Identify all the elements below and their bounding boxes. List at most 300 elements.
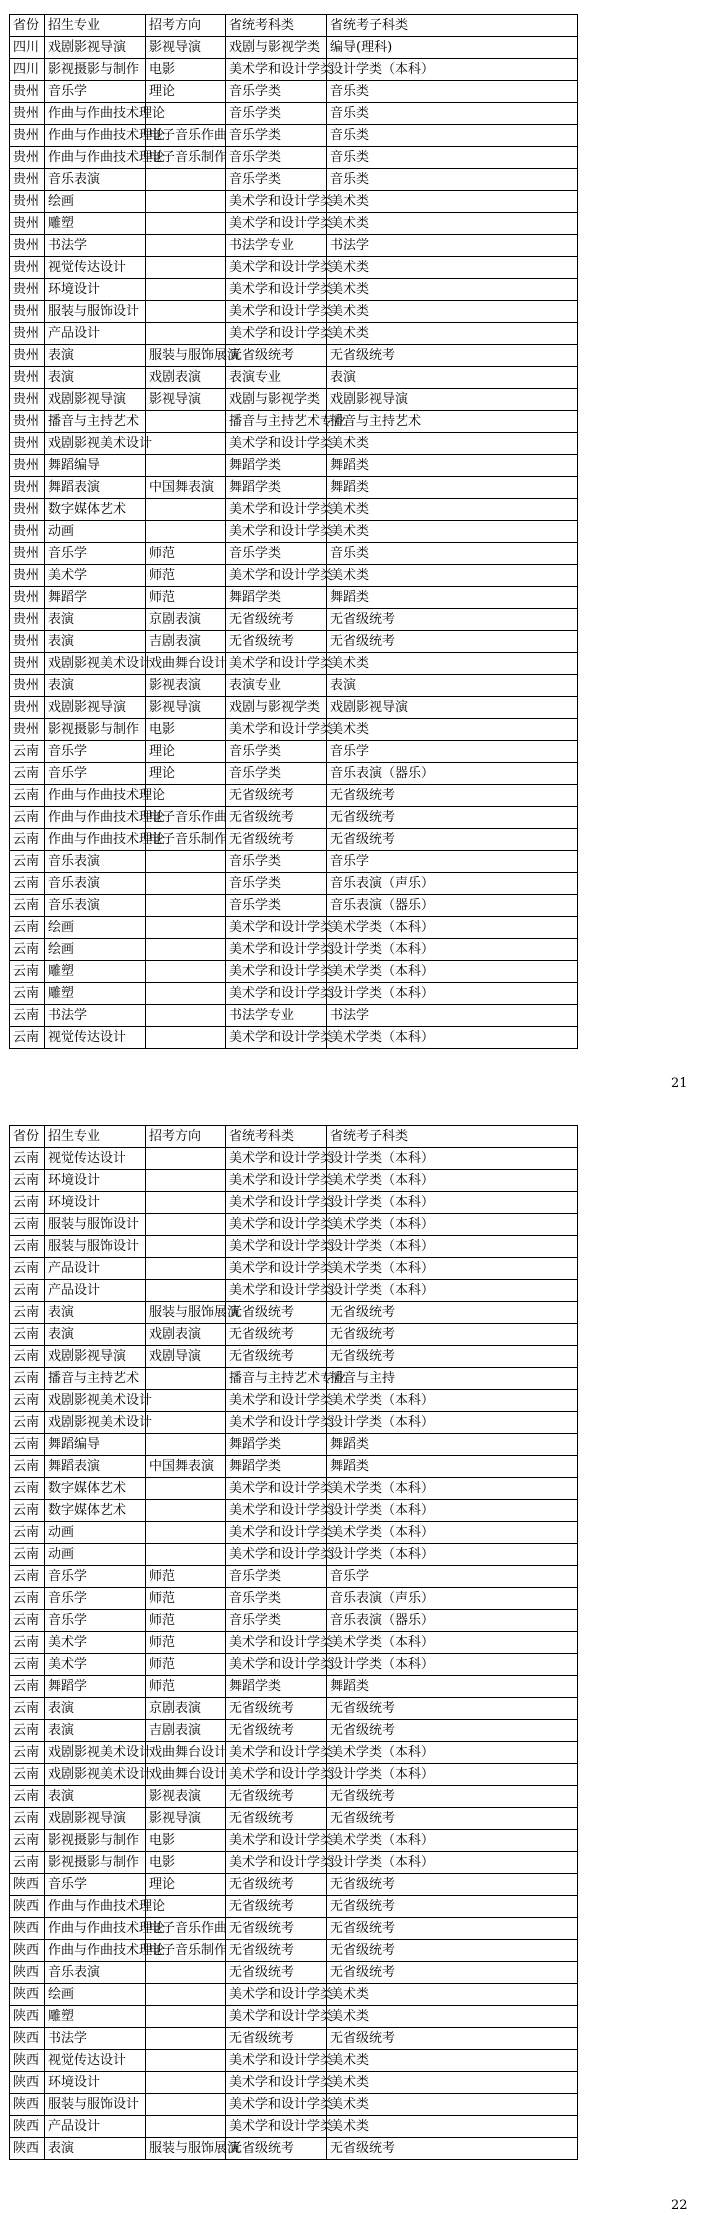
major-cell: 戏剧影视导演 <box>45 37 146 59</box>
direction-cell <box>146 521 226 543</box>
direction-cell: 影视导演 <box>146 389 226 411</box>
table-row <box>10 1566 578 1588</box>
major-cell: 视觉传达设计 <box>45 1148 146 1170</box>
exam-category-cell: 戏剧与影视学类 <box>226 37 327 59</box>
direction-cell <box>146 2028 226 2050</box>
province-cell: 云南 <box>10 1610 45 1632</box>
exam-subcategory-cell: 美术类 <box>327 499 578 521</box>
direction-cell: 服装与服饰展演 <box>146 345 226 367</box>
province-cell: 贵州 <box>10 345 45 367</box>
table-row <box>10 37 578 59</box>
exam-subcategory-cell: 无省级统考 <box>327 631 578 653</box>
exam-subcategory-cell: 美术类 <box>327 565 578 587</box>
exam-subcategory-cell: 美术学类（本科） <box>327 1390 578 1412</box>
exam-category-cell: 无省级统考 <box>226 1962 327 1984</box>
exam-category-cell: 无省级统考 <box>226 345 327 367</box>
table-row <box>10 169 578 191</box>
major-cell: 表演 <box>45 1302 146 1324</box>
exam-category-cell: 美术学和设计学类 <box>226 1852 327 1874</box>
table-row <box>10 1346 578 1368</box>
province-cell: 云南 <box>10 939 45 961</box>
table-row <box>10 917 578 939</box>
major-cell: 雕塑 <box>45 961 146 983</box>
table-row <box>10 411 578 433</box>
table-row <box>10 631 578 653</box>
province-cell: 云南 <box>10 1368 45 1390</box>
direction-cell <box>146 917 226 939</box>
direction-cell <box>146 1170 226 1192</box>
major-cell: 视觉传达设计 <box>45 1027 146 1049</box>
province-cell: 云南 <box>10 1698 45 1720</box>
table-row <box>10 323 578 345</box>
header-direction: 招考方向 <box>146 1126 226 1148</box>
direction-cell <box>146 301 226 323</box>
exam-subcategory-cell: 美术类 <box>327 257 578 279</box>
direction-cell <box>146 983 226 1005</box>
province-cell: 云南 <box>10 1192 45 1214</box>
exam-category-cell: 美术学和设计学类 <box>226 2116 327 2138</box>
exam-category-cell: 美术学和设计学类 <box>226 653 327 675</box>
province-cell: 云南 <box>10 1654 45 1676</box>
exam-subcategory-cell: 音乐学 <box>327 851 578 873</box>
province-cell: 四川 <box>10 59 45 81</box>
direction-cell: 影视导演 <box>146 1808 226 1830</box>
exam-category-cell: 美术学和设计学类 <box>226 1027 327 1049</box>
exam-category-cell: 美术学和设计学类 <box>226 279 327 301</box>
exam-category-cell: 舞蹈学类 <box>226 1676 327 1698</box>
table-row <box>10 675 578 697</box>
province-cell: 云南 <box>10 1500 45 1522</box>
direction-cell: 师范 <box>146 587 226 609</box>
exam-subcategory-cell: 舞蹈类 <box>327 1434 578 1456</box>
province-cell: 云南 <box>10 961 45 983</box>
table-row <box>10 1676 578 1698</box>
table-row <box>10 1720 578 1742</box>
province-cell: 四川 <box>10 37 45 59</box>
exam-category-cell: 音乐学类 <box>226 169 327 191</box>
major-cell: 书法学 <box>45 2028 146 2050</box>
exam-category-cell: 美术学和设计学类 <box>226 1478 327 1500</box>
province-cell: 贵州 <box>10 411 45 433</box>
major-cell: 音乐学 <box>45 1588 146 1610</box>
direction-cell: 戏剧表演 <box>146 1324 226 1346</box>
exam-category-cell: 美术学和设计学类 <box>226 257 327 279</box>
table-row <box>10 1192 578 1214</box>
table-row <box>10 785 578 807</box>
exam-subcategory-cell: 设计学类（本科） <box>327 1852 578 1874</box>
major-cell: 戏剧影视美术设计 <box>45 1390 146 1412</box>
exam-category-cell: 美术学和设计学类 <box>226 1214 327 1236</box>
table-row <box>10 1412 578 1434</box>
exam-subcategory-cell: 美术类 <box>327 521 578 543</box>
exam-subcategory-cell: 美术类 <box>327 2116 578 2138</box>
major-cell: 舞蹈学 <box>45 1676 146 1698</box>
exam-subcategory-cell: 无省级统考 <box>327 2028 578 2050</box>
direction-cell: 戏曲舞台设计 <box>146 1764 226 1786</box>
province-cell: 陕西 <box>10 2028 45 2050</box>
direction-cell: 电子音乐作曲 <box>146 807 226 829</box>
exam-category-cell: 无省级统考 <box>226 807 327 829</box>
exam-category-cell: 无省级统考 <box>226 631 327 653</box>
exam-subcategory-cell: 设计学类（本科） <box>327 1500 578 1522</box>
exam-category-cell: 音乐学类 <box>226 147 327 169</box>
exam-category-cell: 音乐学类 <box>226 873 327 895</box>
exam-category-cell: 美术学和设计学类 <box>226 917 327 939</box>
exam-subcategory-cell: 美术学类（本科） <box>327 1632 578 1654</box>
table-row <box>10 1236 578 1258</box>
major-cell: 作曲与作曲技术理论 <box>45 125 146 147</box>
province-cell: 云南 <box>10 741 45 763</box>
major-cell: 音乐学 <box>45 1610 146 1632</box>
major-cell: 雕塑 <box>45 213 146 235</box>
exam-category-cell: 音乐学类 <box>226 1610 327 1632</box>
table-row <box>10 1302 578 1324</box>
province-cell: 陕西 <box>10 1896 45 1918</box>
province-cell: 云南 <box>10 829 45 851</box>
table-row <box>10 543 578 565</box>
province-cell: 贵州 <box>10 587 45 609</box>
major-cell: 影视摄影与制作 <box>45 719 146 741</box>
province-cell: 贵州 <box>10 213 45 235</box>
province-cell: 陕西 <box>10 2138 45 2160</box>
major-cell: 作曲与作曲技术理论 <box>45 829 146 851</box>
exam-subcategory-cell: 美术类 <box>327 653 578 675</box>
table-row <box>10 521 578 543</box>
direction-cell: 戏曲舞台设计 <box>146 1742 226 1764</box>
exam-category-cell: 无省级统考 <box>226 1720 327 1742</box>
major-cell: 播音与主持艺术 <box>45 1368 146 1390</box>
exam-subcategory-cell: 设计学类（本科） <box>327 939 578 961</box>
exam-subcategory-cell: 舞蹈类 <box>327 587 578 609</box>
exam-subcategory-cell: 音乐表演（器乐） <box>327 763 578 785</box>
exam-subcategory-cell: 美术类 <box>327 213 578 235</box>
exam-category-cell: 美术学和设计学类 <box>226 1742 327 1764</box>
province-cell: 云南 <box>10 1027 45 1049</box>
table-row <box>10 1742 578 1764</box>
major-cell: 戏剧影视导演 <box>45 1808 146 1830</box>
direction-cell <box>146 191 226 213</box>
major-cell: 音乐学 <box>45 763 146 785</box>
exam-category-cell: 美术学和设计学类 <box>226 1984 327 2006</box>
province-cell: 云南 <box>10 1764 45 1786</box>
exam-category-cell: 美术学和设计学类 <box>226 213 327 235</box>
exam-subcategory-cell: 美术学类（本科） <box>327 1258 578 1280</box>
table-row <box>10 1874 578 1896</box>
exam-subcategory-cell: 音乐类 <box>327 125 578 147</box>
major-cell: 表演 <box>45 2138 146 2160</box>
direction-cell: 电子音乐制作 <box>146 829 226 851</box>
major-cell: 绘画 <box>45 917 146 939</box>
exam-subcategory-cell: 音乐类 <box>327 147 578 169</box>
table-row <box>10 2050 578 2072</box>
exam-subcategory-cell: 美术类 <box>327 191 578 213</box>
exam-subcategory-cell: 音乐类 <box>327 169 578 191</box>
table-row <box>10 235 578 257</box>
province-cell: 云南 <box>10 1676 45 1698</box>
exam-subcategory-cell: 美术学类（本科） <box>327 1742 578 1764</box>
exam-subcategory-cell: 戏剧影视导演 <box>327 697 578 719</box>
exam-category-cell: 音乐学类 <box>226 125 327 147</box>
table-row <box>10 1214 578 1236</box>
exam-subcategory-cell: 美术类 <box>327 279 578 301</box>
exam-category-cell: 戏剧与影视学类 <box>226 389 327 411</box>
exam-category-cell: 美术学和设计学类 <box>226 1500 327 1522</box>
province-cell: 云南 <box>10 1808 45 1830</box>
exam-category-cell: 表演专业 <box>226 367 327 389</box>
province-cell: 云南 <box>10 1566 45 1588</box>
major-cell: 服装与服饰设计 <box>45 1214 146 1236</box>
direction-cell: 师范 <box>146 1588 226 1610</box>
exam-category-cell: 美术学和设计学类 <box>226 301 327 323</box>
exam-subcategory-cell: 无省级统考 <box>327 1720 578 1742</box>
table-row <box>10 2006 578 2028</box>
province-cell: 云南 <box>10 1434 45 1456</box>
province-cell: 云南 <box>10 763 45 785</box>
exam-subcategory-cell: 美术类 <box>327 2094 578 2116</box>
exam-subcategory-cell: 设计学类（本科） <box>327 1236 578 1258</box>
province-cell: 贵州 <box>10 235 45 257</box>
table-row <box>10 895 578 917</box>
exam-category-cell: 美术学和设计学类 <box>226 939 327 961</box>
exam-category-cell: 美术学和设计学类 <box>226 983 327 1005</box>
province-cell: 贵州 <box>10 279 45 301</box>
province-cell: 贵州 <box>10 653 45 675</box>
table-row <box>10 1500 578 1522</box>
exam-category-cell: 音乐学类 <box>226 763 327 785</box>
table-row <box>10 1522 578 1544</box>
exam-subcategory-cell: 无省级统考 <box>327 1874 578 1896</box>
province-cell: 云南 <box>10 1830 45 1852</box>
exam-subcategory-cell: 无省级统考 <box>327 807 578 829</box>
direction-cell: 电子音乐制作 <box>146 1940 226 1962</box>
direction-cell: 理论 <box>146 81 226 103</box>
province-cell: 云南 <box>10 1005 45 1027</box>
major-cell: 音乐学 <box>45 543 146 565</box>
exam-category-cell: 美术学和设计学类 <box>226 961 327 983</box>
table-row <box>10 1148 578 1170</box>
table-row <box>10 2116 578 2138</box>
major-cell: 绘画 <box>45 191 146 213</box>
major-cell: 表演 <box>45 1720 146 1742</box>
exam-subcategory-cell: 表演 <box>327 367 578 389</box>
province-cell: 陕西 <box>10 1918 45 1940</box>
major-cell: 产品设计 <box>45 1280 146 1302</box>
exam-category-cell: 美术学和设计学类 <box>226 565 327 587</box>
direction-cell <box>146 257 226 279</box>
major-cell: 作曲与作曲技术理论 <box>45 1940 146 1962</box>
admissions-table-page-21 <box>9 14 578 1049</box>
table-row <box>10 1654 578 1676</box>
exam-subcategory-cell: 音乐表演（声乐） <box>327 873 578 895</box>
direction-cell <box>146 169 226 191</box>
exam-subcategory-cell: 音乐表演（器乐） <box>327 1610 578 1632</box>
exam-category-cell: 美术学和设计学类 <box>226 1258 327 1280</box>
direction-cell: 师范 <box>146 1610 226 1632</box>
province-cell: 云南 <box>10 1148 45 1170</box>
direction-cell: 电影 <box>146 1830 226 1852</box>
exam-category-cell: 无省级统考 <box>226 609 327 631</box>
province-cell: 云南 <box>10 785 45 807</box>
table-row <box>10 1764 578 1786</box>
exam-category-cell: 美术学和设计学类 <box>226 1390 327 1412</box>
direction-cell: 电子音乐作曲 <box>146 125 226 147</box>
exam-category-cell: 播音与主持艺术专业 <box>226 1368 327 1390</box>
major-cell: 戏剧影视导演 <box>45 1346 146 1368</box>
major-cell: 表演 <box>45 367 146 389</box>
exam-subcategory-cell: 无省级统考 <box>327 1940 578 1962</box>
exam-subcategory-cell: 播音与主持艺术 <box>327 411 578 433</box>
table-row <box>10 587 578 609</box>
table-row <box>10 279 578 301</box>
direction-cell: 师范 <box>146 1566 226 1588</box>
exam-subcategory-cell: 无省级统考 <box>327 1918 578 1940</box>
major-cell: 戏剧影视美术设计 <box>45 433 146 455</box>
exam-category-cell: 舞蹈学类 <box>226 455 327 477</box>
direction-cell: 师范 <box>146 1654 226 1676</box>
province-cell: 云南 <box>10 1632 45 1654</box>
exam-subcategory-cell: 设计学类（本科） <box>327 1654 578 1676</box>
direction-cell: 戏剧表演 <box>146 367 226 389</box>
exam-category-cell: 美术学和设计学类 <box>226 1764 327 1786</box>
exam-category-cell: 无省级统考 <box>226 1808 327 1830</box>
province-cell: 贵州 <box>10 565 45 587</box>
table-header-row <box>10 1126 578 1148</box>
province-cell: 贵州 <box>10 301 45 323</box>
direction-cell: 中国舞表演 <box>146 1456 226 1478</box>
exam-category-cell: 音乐学类 <box>226 1566 327 1588</box>
direction-cell: 吉剧表演 <box>146 631 226 653</box>
province-cell: 贵州 <box>10 719 45 741</box>
major-cell: 表演 <box>45 631 146 653</box>
major-cell: 音乐表演 <box>45 851 146 873</box>
exam-category-cell: 美术学和设计学类 <box>226 499 327 521</box>
exam-category-cell: 音乐学类 <box>226 543 327 565</box>
province-cell: 云南 <box>10 1478 45 1500</box>
page-number: 22 <box>671 2198 688 2213</box>
exam-category-cell: 美术学和设计学类 <box>226 2050 327 2072</box>
major-cell: 舞蹈表演 <box>45 1456 146 1478</box>
major-cell: 服装与服饰设计 <box>45 1236 146 1258</box>
exam-category-cell: 美术学和设计学类 <box>226 59 327 81</box>
table-row <box>10 1962 578 1984</box>
table-row <box>10 1280 578 1302</box>
exam-category-cell: 播音与主持艺术专业 <box>226 411 327 433</box>
province-cell: 陕西 <box>10 1874 45 1896</box>
direction-cell <box>146 1500 226 1522</box>
exam-subcategory-cell: 无省级统考 <box>327 1896 578 1918</box>
table-row <box>10 851 578 873</box>
exam-category-cell: 美术学和设计学类 <box>226 1236 327 1258</box>
table-row <box>10 1852 578 1874</box>
major-cell: 作曲与作曲技术理论 <box>45 1918 146 1940</box>
table-row <box>10 367 578 389</box>
exam-category-cell: 舞蹈学类 <box>226 477 327 499</box>
direction-cell <box>146 2072 226 2094</box>
major-cell: 表演 <box>45 675 146 697</box>
direction-cell <box>146 2094 226 2116</box>
exam-category-cell: 美术学和设计学类 <box>226 433 327 455</box>
major-cell: 影视摄影与制作 <box>45 1852 146 1874</box>
major-cell: 戏剧影视美术设计 <box>45 1412 146 1434</box>
exam-category-cell: 音乐学类 <box>226 81 327 103</box>
exam-category-cell: 美术学和设计学类 <box>226 521 327 543</box>
direction-cell: 京剧表演 <box>146 1698 226 1720</box>
exam-category-cell: 无省级统考 <box>226 1874 327 1896</box>
major-cell: 表演 <box>45 1324 146 1346</box>
direction-cell <box>146 1544 226 1566</box>
province-cell: 云南 <box>10 1588 45 1610</box>
exam-category-cell: 无省级统考 <box>226 1918 327 1940</box>
direction-cell: 师范 <box>146 1676 226 1698</box>
province-cell: 云南 <box>10 1258 45 1280</box>
exam-category-cell: 美术学和设计学类 <box>226 1192 327 1214</box>
exam-category-cell: 无省级统考 <box>226 1896 327 1918</box>
direction-cell <box>146 2050 226 2072</box>
exam-subcategory-cell: 无省级统考 <box>327 1324 578 1346</box>
direction-cell: 理论 <box>146 1874 226 1896</box>
table-row <box>10 455 578 477</box>
table-row <box>10 697 578 719</box>
table-row <box>10 59 578 81</box>
major-cell: 视觉传达设计 <box>45 257 146 279</box>
province-cell: 贵州 <box>10 675 45 697</box>
major-cell: 戏剧影视美术设计 <box>45 653 146 675</box>
direction-cell: 师范 <box>146 1632 226 1654</box>
direction-cell: 电子音乐制作 <box>146 147 226 169</box>
exam-category-cell: 美术学和设计学类 <box>226 1148 327 1170</box>
exam-category-cell: 无省级统考 <box>226 829 327 851</box>
province-cell: 贵州 <box>10 81 45 103</box>
exam-subcategory-cell: 音乐类 <box>327 543 578 565</box>
table-row <box>10 345 578 367</box>
exam-category-cell: 无省级统考 <box>226 1346 327 1368</box>
province-cell: 贵州 <box>10 477 45 499</box>
table-row <box>10 653 578 675</box>
exam-subcategory-cell: 设计学类（本科） <box>327 1148 578 1170</box>
province-cell: 云南 <box>10 1236 45 1258</box>
table-row <box>10 873 578 895</box>
major-cell: 音乐学 <box>45 1566 146 1588</box>
exam-subcategory-cell: 美术学类（本科） <box>327 1522 578 1544</box>
exam-subcategory-cell: 设计学类（本科） <box>327 1192 578 1214</box>
exam-category-cell: 美术学和设计学类 <box>226 2094 327 2116</box>
exam-category-cell: 舞蹈学类 <box>226 1434 327 1456</box>
exam-subcategory-cell: 美术类 <box>327 433 578 455</box>
province-cell: 陕西 <box>10 1962 45 1984</box>
exam-category-cell: 无省级统考 <box>226 1786 327 1808</box>
province-cell: 云南 <box>10 1786 45 1808</box>
major-cell: 音乐表演 <box>45 873 146 895</box>
exam-category-cell: 音乐学类 <box>226 895 327 917</box>
exam-subcategory-cell: 设计学类（本科） <box>327 983 578 1005</box>
major-cell: 舞蹈编导 <box>45 1434 146 1456</box>
province-cell: 贵州 <box>10 367 45 389</box>
table-row <box>10 1258 578 1280</box>
province-cell: 贵州 <box>10 169 45 191</box>
exam-subcategory-cell: 美术学类（本科） <box>327 1170 578 1192</box>
exam-category-cell: 表演专业 <box>226 675 327 697</box>
header-major: 招生专业 <box>45 15 146 37</box>
major-cell: 音乐学 <box>45 81 146 103</box>
province-cell: 云南 <box>10 873 45 895</box>
major-cell: 数字媒体艺术 <box>45 499 146 521</box>
direction-cell: 影视导演 <box>146 697 226 719</box>
table-row <box>10 499 578 521</box>
table-row <box>10 1324 578 1346</box>
province-cell: 云南 <box>10 983 45 1005</box>
direction-cell: 理论 <box>146 763 226 785</box>
province-cell: 云南 <box>10 1170 45 1192</box>
